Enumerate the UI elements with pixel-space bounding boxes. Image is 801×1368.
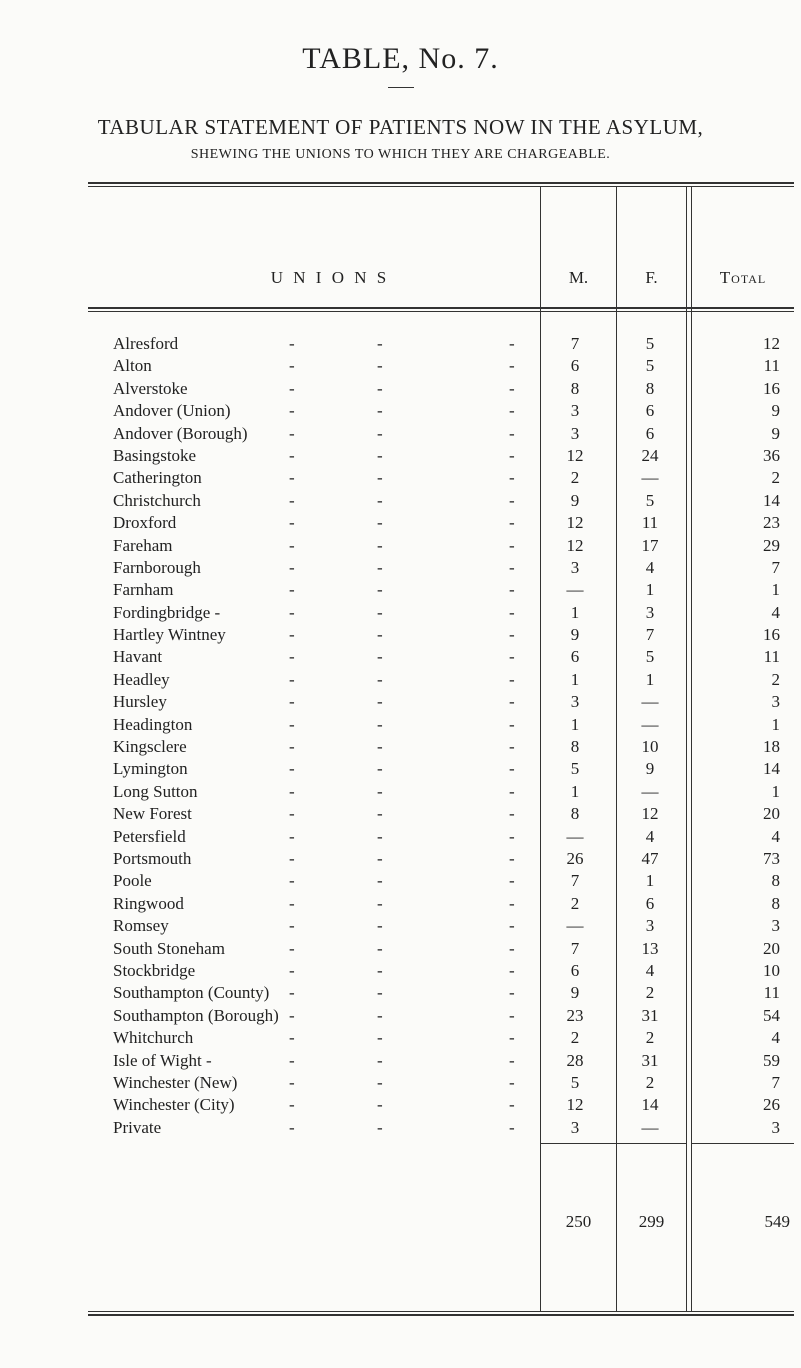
- cell-f: 24: [641, 445, 659, 465]
- cell-m: 9: [570, 983, 580, 1003]
- cell-m: 3: [570, 423, 580, 443]
- cell-total: 8: [771, 871, 780, 891]
- cell-total: 59: [763, 1050, 780, 1070]
- totals-rule-total: [691, 1143, 794, 1144]
- cell-m: 6: [570, 960, 580, 980]
- cell-m: 3: [570, 1117, 580, 1137]
- cell-f: 2: [645, 1072, 655, 1092]
- table-row: Andover (Union) - - - 3 6 9: [0, 400, 801, 422]
- cell-f: 9: [645, 759, 655, 779]
- cell-total: 9: [771, 423, 780, 443]
- cell-total: 10: [763, 960, 780, 980]
- bottom-rule: [88, 1311, 794, 1312]
- cell-m: 23: [566, 1005, 584, 1025]
- cell-m: —: [566, 580, 584, 600]
- cell-total: 26: [763, 1095, 780, 1115]
- union-name: Portsmouth: [113, 848, 192, 868]
- cell-m: 12: [566, 513, 584, 533]
- table-row: Hartley Wintney - - - 9 7 16: [0, 624, 801, 646]
- totals-rule-m: [540, 1143, 616, 1144]
- union-name: Christchurch: [113, 490, 201, 510]
- cell-total: 16: [763, 378, 780, 398]
- table-row: Droxford - - - 12 11 23: [0, 512, 801, 534]
- table-row: Kingsclere - - - 8 10 18: [0, 736, 801, 758]
- cell-f: 5: [645, 490, 655, 510]
- union-name: Poole: [113, 871, 152, 891]
- header-rule-thin: [88, 311, 794, 312]
- cell-m: 8: [570, 804, 580, 824]
- total-f: 299: [638, 1212, 665, 1231]
- table-row: Hursley - - - 3 — 3: [0, 691, 801, 713]
- cell-total: 11: [763, 356, 780, 376]
- union-name: Southampton (Borough): [113, 1005, 279, 1025]
- table-subheading: SHEWING THE UNIONS TO WHICH THEY ARE CHARGEABLE.: [190, 147, 611, 162]
- cell-m: 3: [570, 692, 580, 712]
- union-name: Petersfield: [113, 826, 186, 846]
- union-name: Headington: [113, 714, 193, 734]
- table-row: Christchurch - - - 9 5 14: [0, 490, 801, 512]
- union-name: Lymington: [113, 759, 188, 779]
- cell-total: 12: [763, 334, 780, 353]
- cell-m: 28: [566, 1050, 584, 1070]
- cell-m: 1: [570, 669, 580, 689]
- cell-total: 1: [771, 714, 780, 734]
- cell-f: 5: [645, 334, 655, 353]
- cell-total: 4: [771, 602, 780, 622]
- header-rule: [88, 307, 794, 309]
- cell-m: 9: [570, 490, 580, 510]
- union-name: Hartley Wintney: [113, 625, 226, 645]
- cell-m: 12: [566, 1095, 584, 1115]
- cell-f: 12: [641, 804, 659, 824]
- table-row: New Forest - - - 8 12 20: [0, 803, 801, 825]
- total-all: 549: [764, 1212, 790, 1231]
- cell-f: 4: [645, 826, 655, 846]
- table-row: Whitchurch - - - 2 2 4: [0, 1027, 801, 1049]
- cell-m: 5: [570, 759, 580, 779]
- table-row: Southampton (County) - - - 9 2 11: [0, 982, 801, 1004]
- col-header-total: Total: [719, 268, 767, 287]
- union-name: Winchester (New): [113, 1072, 238, 1092]
- union-name: Alton: [113, 356, 152, 376]
- table-row: Portsmouth - - - 26 47 73: [0, 848, 801, 870]
- cell-total: 11: [763, 983, 780, 1003]
- cell-total: 9: [771, 401, 780, 421]
- cell-f: —: [641, 1117, 659, 1137]
- table-row: Basingstoke - - - 12 24 36: [0, 445, 801, 467]
- cell-total: 36: [763, 445, 780, 465]
- table-row: Winchester (New) - - - 5 2 7: [0, 1072, 801, 1094]
- table-row: Petersfield - - - — 4 4: [0, 826, 801, 848]
- union-name: Whitchurch: [113, 1028, 194, 1048]
- union-name: Long Sutton: [113, 781, 198, 801]
- cell-f: —: [641, 781, 659, 801]
- cell-total: 7: [771, 557, 780, 577]
- table-row: Isle of Wight - - - - 28 31 59: [0, 1050, 801, 1072]
- cell-f: —: [641, 692, 659, 712]
- cell-f: 1: [645, 871, 655, 891]
- table-row: Alresford - - - 7 5 12: [0, 333, 801, 355]
- cell-m: 9: [570, 625, 580, 645]
- union-name: Droxford: [113, 513, 177, 533]
- table-row: Romsey - - - — 3 3: [0, 915, 801, 937]
- cell-f: 7: [645, 625, 655, 645]
- cell-total: 1: [771, 580, 780, 600]
- cell-total: 2: [771, 669, 780, 689]
- union-name: Isle of Wight -: [113, 1050, 212, 1070]
- cell-total: 4: [771, 1028, 780, 1048]
- cell-total: 2: [771, 468, 780, 488]
- union-name: Farnborough: [113, 557, 201, 577]
- cell-total: 54: [763, 1005, 780, 1025]
- cell-total: 7: [771, 1072, 780, 1092]
- table-row: Farnborough - - - 3 4 7: [0, 557, 801, 579]
- cell-f: 17: [641, 535, 659, 555]
- cell-f: 13: [641, 938, 659, 958]
- col-header-m: M.: [568, 268, 589, 287]
- union-name: Stockbridge: [113, 960, 196, 980]
- union-name: Romsey: [113, 916, 169, 936]
- cell-f: 10: [641, 737, 659, 757]
- cell-f: 2: [645, 983, 655, 1003]
- cell-total: 18: [763, 737, 780, 757]
- total-m: 250: [565, 1212, 592, 1231]
- union-name: Winchester (City): [113, 1095, 235, 1115]
- cell-total: 23: [763, 513, 780, 533]
- table-row: Lymington - - - 5 9 14: [0, 758, 801, 780]
- table-row: Andover (Borough) - - - 3 6 9: [0, 423, 801, 445]
- cell-total: 8: [771, 893, 780, 913]
- title-rule: [388, 87, 414, 88]
- cell-f: 5: [645, 647, 655, 667]
- bottom-rule-thick: [88, 1314, 794, 1316]
- table-heading: TABULAR STATEMENT OF PATIENTS NOW IN THE ASYLUM,: [97, 115, 704, 139]
- table-row: Fareham - - - 12 17 29: [0, 535, 801, 557]
- union-name: Fordingbridge -: [113, 602, 221, 622]
- union-rows: [0, 333, 801, 1139]
- cell-f: 31: [641, 1050, 659, 1070]
- cell-f: 31: [641, 1005, 659, 1025]
- union-name: Basingstoke: [113, 445, 197, 465]
- table-row: Southampton (Borough) - - - 23 31 54: [0, 1005, 801, 1027]
- table-row: Ringwood - - - 2 6 8: [0, 893, 801, 915]
- cell-f: —: [641, 714, 659, 734]
- table-row: Headley - - - 1 1 2: [0, 669, 801, 691]
- cell-m: 8: [570, 378, 580, 398]
- table-row: Headington - - - 1 — 1: [0, 714, 801, 736]
- table-row: Poole - - - 7 1 8: [0, 870, 801, 892]
- cell-total: 20: [763, 804, 780, 824]
- cell-m: 8: [570, 737, 580, 757]
- col-header-f: F.: [645, 268, 658, 287]
- cell-f: 4: [645, 960, 655, 980]
- cell-m: 3: [570, 401, 580, 421]
- table-row: Havant - - - 6 5 11: [0, 646, 801, 668]
- cell-f: 6: [645, 401, 655, 421]
- union-name: Alresford: [113, 334, 179, 353]
- cell-m: 26: [566, 848, 584, 868]
- cell-m: 12: [566, 445, 584, 465]
- cell-m: 2: [570, 468, 580, 488]
- union-name: Havant: [113, 647, 163, 667]
- top-rule: [88, 182, 794, 184]
- union-name: Hursley: [113, 692, 167, 712]
- cell-total: 73: [763, 848, 780, 868]
- cell-m: —: [566, 916, 584, 936]
- cell-total: 16: [763, 625, 780, 645]
- cell-m: 5: [570, 1072, 580, 1092]
- table-row: Winchester (City) - - - 12 14 26: [0, 1094, 801, 1116]
- cell-f: 6: [645, 893, 655, 913]
- cell-m: 3: [570, 557, 580, 577]
- cell-total: 4: [771, 826, 780, 846]
- union-name: Private: [113, 1117, 162, 1137]
- cell-f: —: [641, 468, 659, 488]
- union-name: Kingsclere: [113, 737, 187, 757]
- cell-m: 6: [570, 356, 580, 376]
- cell-m: 1: [570, 714, 580, 734]
- cell-m: —: [566, 826, 584, 846]
- cell-f: 47: [641, 848, 659, 868]
- union-name: Andover (Union): [113, 401, 231, 421]
- cell-f: 3: [645, 916, 655, 936]
- cell-f: 3: [645, 602, 655, 622]
- col-header-unions: U N I O N S: [270, 268, 390, 287]
- cell-f: 14: [641, 1095, 659, 1115]
- table-row: Fordingbridge - - - - 1 3 4: [0, 602, 801, 624]
- table-row: Alton - - - 6 5 11: [0, 355, 801, 377]
- table-number-title: TABLE, No. 7.: [302, 42, 499, 75]
- cell-f: 6: [645, 423, 655, 443]
- table-row: Farnham - - - — 1 1: [0, 579, 801, 601]
- cell-m: 1: [570, 781, 580, 801]
- table-row: Catherington - - - 2 — 2: [0, 467, 801, 489]
- cell-f: 8: [645, 378, 655, 398]
- cell-m: 7: [570, 334, 580, 353]
- union-name: South Stoneham: [113, 938, 225, 958]
- cell-f: 2: [645, 1028, 655, 1048]
- cell-f: 1: [645, 580, 655, 600]
- table-row: Private - - - 3 — 3: [0, 1117, 801, 1139]
- cell-total: 14: [763, 490, 780, 510]
- cell-m: 7: [570, 938, 580, 958]
- cell-m: 2: [570, 1028, 580, 1048]
- table-row: Long Sutton - - - 1 — 1: [0, 781, 801, 803]
- totals-rule-f: [616, 1143, 686, 1144]
- top-rule-thin: [88, 186, 794, 187]
- cell-m: 12: [566, 535, 584, 555]
- cell-total: 3: [771, 916, 780, 936]
- cell-total: 3: [771, 692, 780, 712]
- table-row: South Stoneham - - - 7 13 20: [0, 938, 801, 960]
- union-name: Southampton (County): [113, 983, 270, 1003]
- cell-total: 1: [771, 781, 780, 801]
- union-name: Catherington: [113, 468, 202, 488]
- cell-total: 11: [763, 647, 780, 667]
- cell-f: 1: [645, 669, 655, 689]
- table-row: Alverstoke - - - 8 8 16: [0, 378, 801, 400]
- union-name: Alverstoke: [113, 378, 188, 398]
- cell-total: 3: [771, 1117, 780, 1137]
- cell-m: 1: [570, 602, 580, 622]
- cell-m: 6: [570, 647, 580, 667]
- cell-f: 4: [645, 557, 655, 577]
- cell-m: 2: [570, 893, 580, 913]
- union-name: Farnham: [113, 580, 174, 600]
- union-name: New Forest: [113, 804, 192, 824]
- union-name: Ringwood: [113, 893, 184, 913]
- union-name: Andover (Borough): [113, 423, 248, 443]
- cell-total: 20: [763, 938, 780, 958]
- union-name: Fareham: [113, 535, 173, 555]
- cell-total: 14: [763, 759, 780, 779]
- union-name: Headley: [113, 669, 170, 689]
- cell-m: 7: [570, 871, 580, 891]
- cell-f: 11: [641, 513, 659, 533]
- cell-f: 5: [645, 356, 655, 376]
- table-row: Stockbridge - - - 6 4 10: [0, 960, 801, 982]
- cell-total: 29: [763, 535, 780, 555]
